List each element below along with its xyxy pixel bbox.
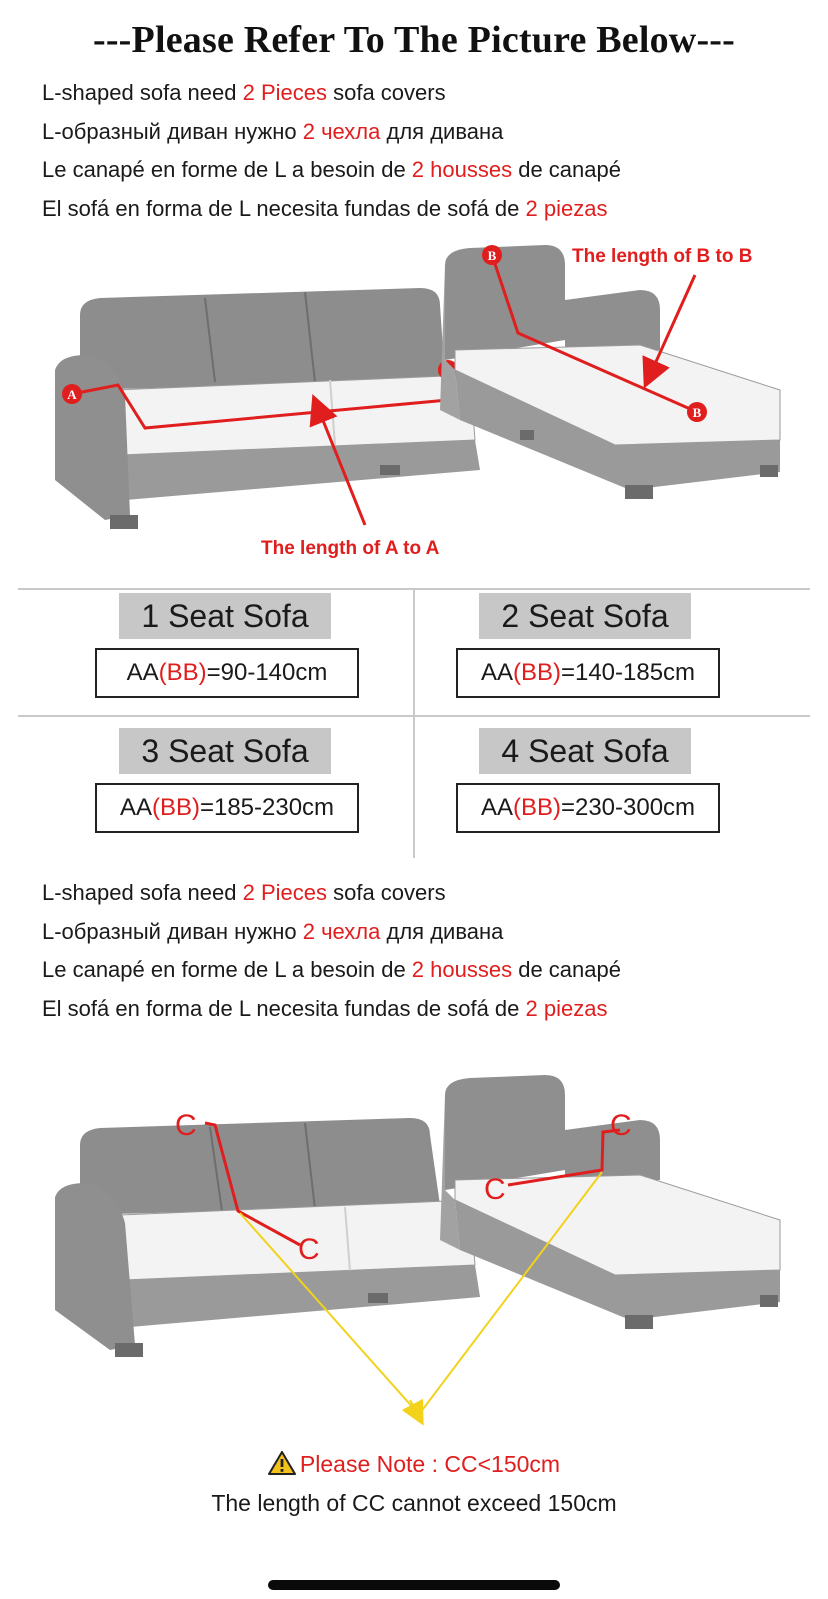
size-paren: (BB) (158, 659, 207, 686)
instruction-highlight: 2 чехла (302, 118, 381, 144)
instruction-highlight: 2 piezas (525, 195, 608, 221)
instruction-text: El sofá en forma de L necesita fundas de sofá de (42, 995, 526, 1021)
size-value: =140-185cm (560, 659, 696, 686)
instruction-highlight: 2 Pieces (242, 80, 327, 105)
page-title: ---Please Refer To The Picture Below--- (92, 19, 736, 61)
marker-b: B (487, 248, 497, 263)
size-value: =185-230cm (199, 794, 335, 821)
label-a-to-a: The length of A to A (261, 538, 440, 559)
instruction-line (42, 151, 621, 190)
instruction-text: Le canapé en forme de L a besoin de (42, 157, 412, 182)
size-range (95, 648, 359, 698)
instruction-line (42, 990, 621, 1029)
warning-text: Please Note : CC<150cm (299, 1451, 561, 1477)
instructions-top (42, 74, 621, 228)
divider (413, 588, 415, 858)
instruction-line (42, 913, 621, 952)
size-title: 4 Seat Sofa (479, 728, 691, 774)
three-seat-sofa-image (55, 288, 480, 529)
marker-c: C (610, 1109, 632, 1142)
instruction-text: L-образный диван нужно (42, 918, 303, 944)
instruction-line (42, 190, 621, 229)
marker-a: A (67, 387, 77, 402)
instruction-highlight: 2 piezas (525, 995, 608, 1021)
size-paren: (BB) (151, 794, 200, 821)
size-prefix: AA (480, 659, 513, 686)
sofa-measurement-diagram-ab (0, 240, 828, 580)
size-prefix: AA (126, 659, 159, 686)
size-table (18, 588, 810, 858)
instruction-text: de canapé (512, 157, 621, 182)
size-range (95, 783, 359, 833)
instruction-highlight: 2 housses (411, 157, 513, 182)
marker-c: C (175, 1109, 197, 1142)
instruction-text: de canapé (512, 957, 621, 982)
instruction-text: L-образный диван нужно (42, 118, 303, 144)
size-paren: (BB) (512, 794, 561, 821)
instruction-highlight: 2 Pieces (242, 880, 327, 905)
instruction-line (42, 113, 621, 152)
instruction-text: Le canapé en forme de L a besoin de (42, 957, 412, 982)
warning-note (0, 1451, 828, 1478)
size-title: 1 Seat Sofa (119, 593, 331, 639)
sofa-measurement-diagram-cc (0, 1075, 828, 1445)
instruction-text: El sofá en forma de L necesita fundas de sofá de (42, 195, 526, 221)
instruction-highlight: 2 чехла (302, 918, 381, 944)
chaise-sofa-image (440, 245, 780, 499)
arrow-tip (410, 1400, 418, 1415)
marker-c: C (298, 1233, 320, 1266)
instruction-line (42, 951, 621, 990)
limit-text: The length of CC cannot exceed 150cm (211, 1490, 617, 1516)
instruction-text: L-shaped sofa need (42, 880, 243, 905)
warning-icon (268, 1451, 296, 1475)
size-value: =230-300cm (560, 794, 696, 821)
instruction-text: L-shaped sofa need (42, 80, 243, 105)
instruction-text: для дивана (380, 918, 504, 944)
size-title: 3 Seat Sofa (119, 728, 331, 774)
instruction-text: sofa covers (327, 880, 446, 905)
instruction-line (42, 874, 621, 913)
marker-c: C (484, 1173, 506, 1206)
instruction-line (42, 74, 621, 113)
size-range (456, 648, 720, 698)
marker-b: B (692, 405, 702, 420)
size-value: =90-140cm (206, 659, 328, 686)
home-indicator[interactable] (268, 1580, 560, 1590)
instruction-text: sofa covers (327, 80, 446, 105)
size-prefix: AA (480, 794, 513, 821)
instructions-bottom (42, 874, 621, 1028)
label-b-to-b: The length of B to B (572, 246, 753, 267)
size-title: 2 Seat Sofa (479, 593, 691, 639)
size-prefix: AA (119, 794, 152, 821)
size-range (456, 783, 720, 833)
instruction-text: для дивана (380, 118, 504, 144)
three-seat-sofa-image (55, 1109, 480, 1357)
chaise-sofa-image (440, 1075, 780, 1329)
size-paren: (BB) (512, 659, 561, 686)
instruction-highlight: 2 housses (411, 957, 513, 982)
